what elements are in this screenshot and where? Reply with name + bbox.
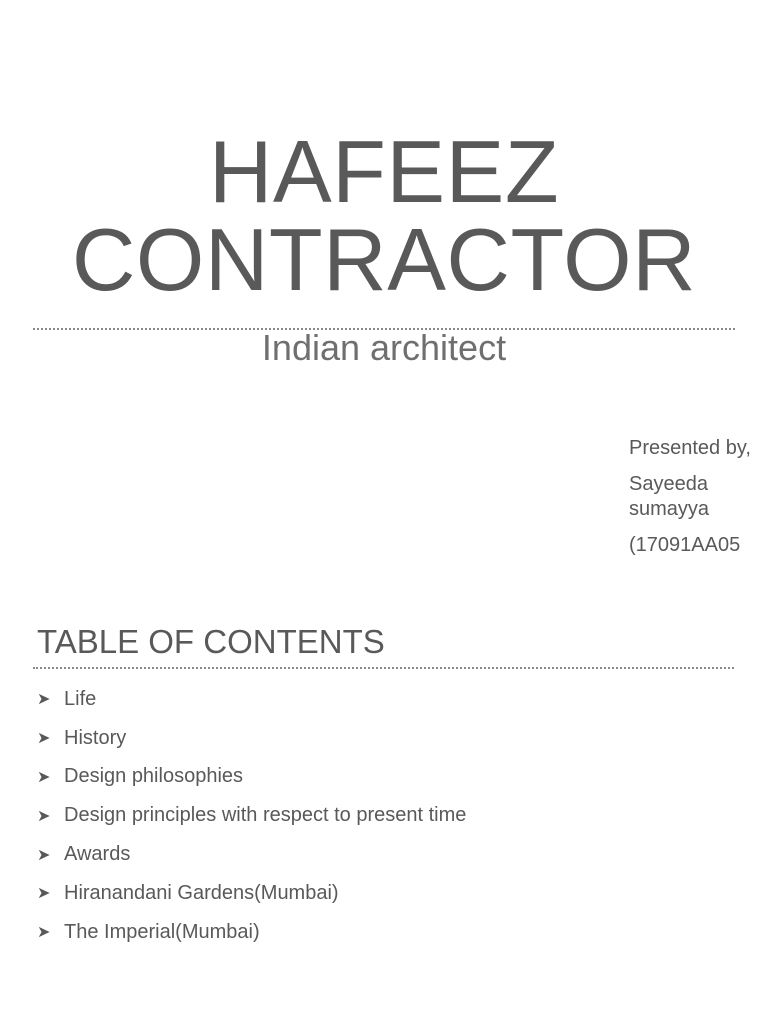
toc-item-label: Life [64, 687, 97, 710]
list-item [37, 719, 466, 758]
toc-list [37, 680, 466, 952]
toc-divider [33, 667, 734, 669]
arrow-bullet-icon: ➤ [37, 807, 51, 825]
toc-item-label: Design philosophies [64, 765, 244, 788]
arrow-bullet-icon: ➤ [37, 924, 51, 942]
presenter-id: (17091AA05 [629, 534, 741, 556]
toc-item-label: The Imperial(Mumbai) [64, 920, 260, 943]
list-item [37, 680, 466, 719]
list-item [37, 796, 466, 835]
toc-item-label: Design principles with respect to present time [64, 804, 467, 827]
list-item [37, 874, 466, 913]
slide-subtitle: Indian architect [261, 327, 507, 368]
title-line-2: CONTRACTOR [71, 210, 697, 309]
toc-slide [0, 600, 768, 1024]
toc-heading: TABLE OF CONTENTS [37, 623, 385, 660]
presenter-info [629, 436, 759, 578]
title-line-1: HAFEEZ [208, 122, 560, 221]
toc-item-label: History [64, 726, 127, 749]
presenter-label: Presented by, [629, 437, 751, 459]
slide-title [0, 122, 768, 309]
list-item [37, 758, 466, 797]
toc-item-label: Awards [64, 843, 131, 866]
arrow-bullet-icon: ➤ [37, 768, 51, 786]
arrow-bullet-icon: ➤ [37, 730, 51, 748]
arrow-bullet-icon: ➤ [37, 846, 51, 864]
arrow-bullet-icon: ➤ [37, 885, 51, 903]
list-item [37, 913, 466, 952]
list-item [37, 835, 466, 874]
toc-item-label: Hiranandani Gardens(Mumbai) [64, 881, 339, 904]
arrow-bullet-icon: ➤ [37, 691, 51, 709]
presenter-name: Sayeeda sumayya [629, 473, 710, 520]
